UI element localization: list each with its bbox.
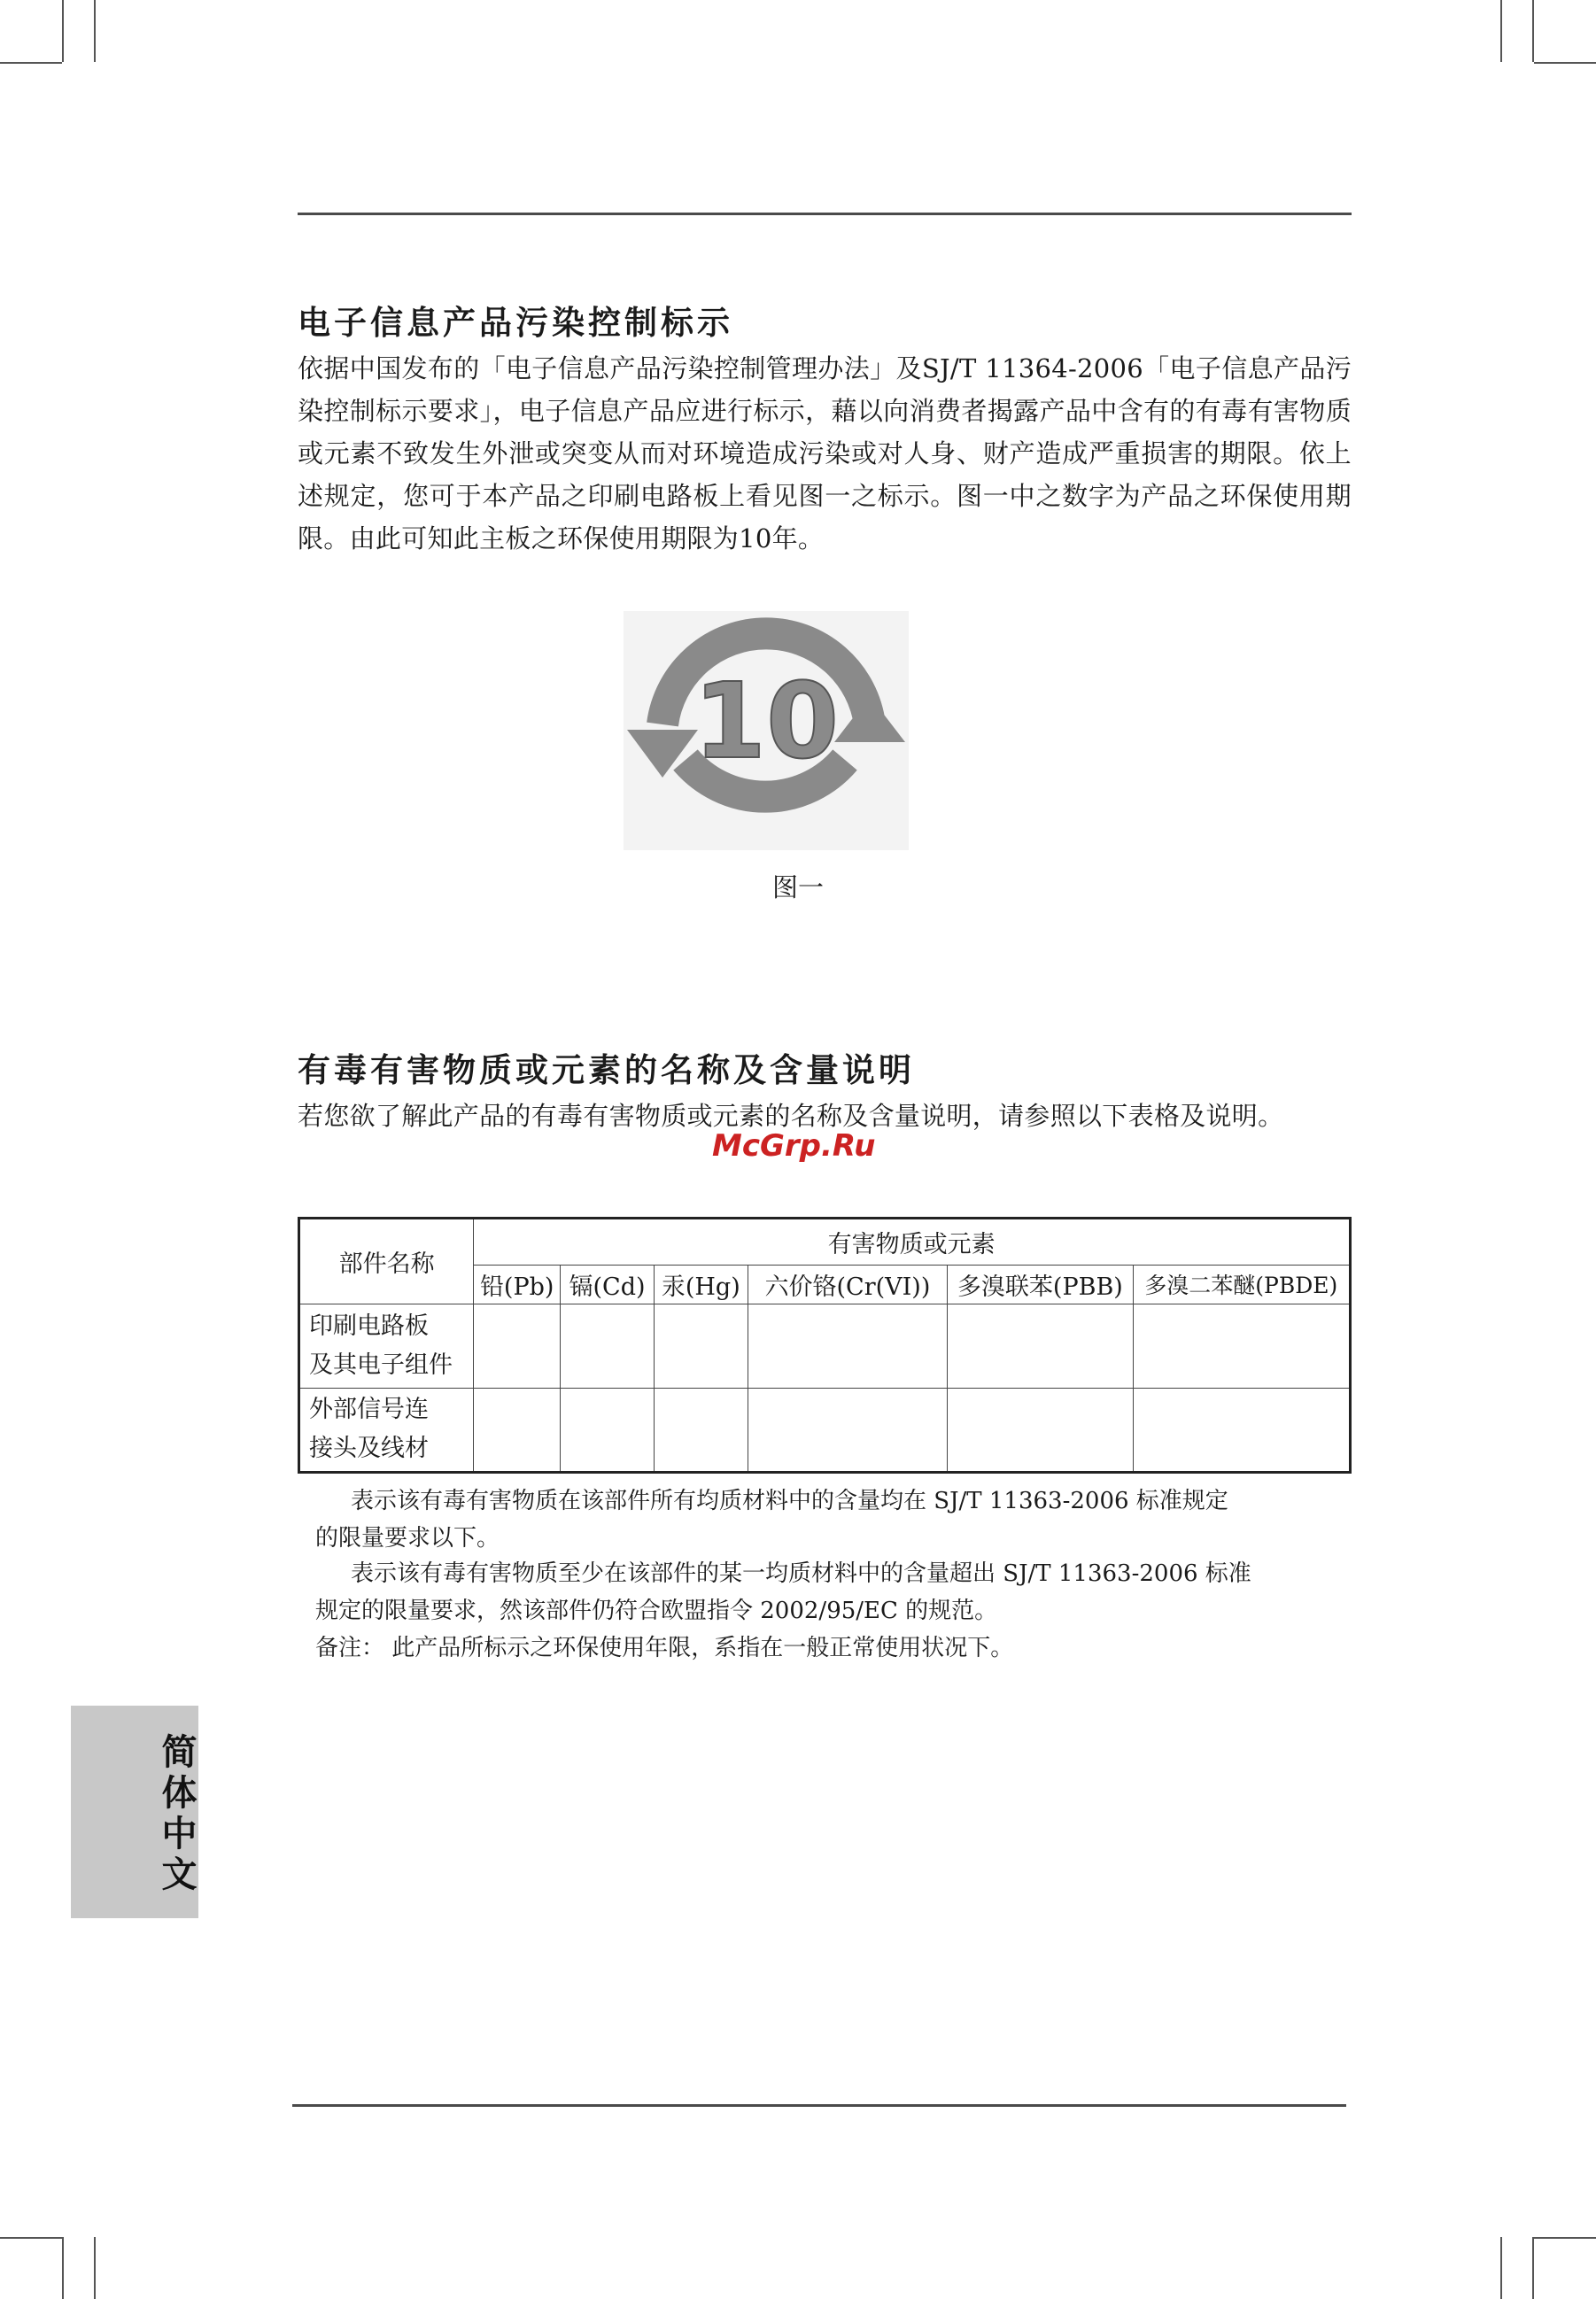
crop-mark: [94, 2237, 96, 2299]
crop-mark: [62, 0, 64, 62]
section-paragraph-pollution: 依据中国发布的「电子信息产品污染控制管理办法」及SJ/T 11364-2006「电子信息产品污染控制标示要求」，电子信息产品应进行标示，藉以向消费者揭露产品中含有的有毒有害物质或元素不致发生外泄或突变从而对环境造成污染或对人身、财产造成严重损害的期限。依上述规定，您可于本产品之印刷电路板上看见图一之标示。图一中之数字为产品之环保使用期限。由此可知此主板之环保使用期限为10年。: [298, 353, 1352, 553]
table-header-part: 部件名称: [299, 1219, 474, 1304]
table-cell: [748, 1388, 947, 1472]
table-cell: [561, 1388, 655, 1472]
note-1-line-2: 的限量要求以下。: [315, 1525, 500, 1552]
table-col-hg: 汞(Hg): [654, 1265, 748, 1304]
figure-caption: 图一: [771, 872, 824, 902]
footer-rule: [292, 2104, 1346, 2107]
table-row: [299, 1388, 1351, 1472]
table-cell: [561, 1304, 655, 1389]
crop-mark: [1534, 62, 1596, 64]
table-cell: [1133, 1304, 1350, 1389]
crop-mark: [1500, 2237, 1502, 2299]
note-2-line-2: 规定的限量要求，然该部件仍符合欧盟指令 2002/95/EC 的规范。: [315, 1598, 998, 1624]
table-cell: [654, 1388, 748, 1472]
table-cell-part: 外部信号连 接头及线材: [299, 1388, 474, 1472]
crop-mark: [62, 2237, 64, 2299]
table-cell: [948, 1388, 1133, 1472]
crop-mark: [94, 0, 96, 62]
note-2-line-1: 表示该有毒有害物质至少在该部件的某一均质材料中的含量超出 SJ/T 11363-2006 标准: [351, 1560, 1251, 1587]
table-col-pb: 铅(Pb): [474, 1265, 561, 1304]
table-cell: [474, 1304, 561, 1389]
table-cell: [948, 1304, 1133, 1389]
watermark: McGrp.Ru: [712, 1128, 876, 1164]
table-header-group: 有害物质或元素: [474, 1219, 1351, 1266]
side-tab-label: 简体中文: [156, 1733, 197, 1896]
crop-mark: [1532, 0, 1534, 62]
crop-mark: [1532, 2237, 1534, 2299]
crop-mark: [0, 62, 62, 64]
crop-mark: [0, 2237, 62, 2239]
table-col-pbb: 多溴联苯(PBB): [948, 1265, 1133, 1304]
table-cell: [474, 1388, 561, 1472]
logo-number: 10: [693, 660, 840, 782]
table-col-cr6: 六价铬(Cr(VI)): [748, 1265, 947, 1304]
section-title-pollution-label: 电子信息产品污染控制标示: [298, 304, 733, 342]
table-cell: [748, 1304, 947, 1389]
language-side-tab: [71, 1706, 198, 1918]
crop-mark: [1534, 2237, 1596, 2239]
recycle-circle-icon: [624, 611, 909, 850]
header-rule: [298, 213, 1352, 215]
note-1-line-1: 表示该有毒有害物质在该部件所有均质材料中的含量均在 SJ/T 11363-2006 标准规定: [351, 1488, 1228, 1514]
hazardous-substance-table: [298, 1217, 1352, 1474]
table-cell: [654, 1304, 748, 1389]
table-cell-part: 印刷电路板 及其电子组件: [299, 1304, 474, 1389]
crop-mark: [1500, 0, 1502, 62]
section-title-hazardous: 有毒有害物质或元素的名称及含量说明: [298, 1051, 915, 1089]
table-col-cd: 镉(Cd): [561, 1265, 655, 1304]
note-3: 备注： 此产品所标示之环保使用年限，系指在一般正常使用状况下。: [315, 1635, 1014, 1661]
table-row: [299, 1304, 1351, 1389]
section-paragraph-hazardous: 若您欲了解此产品的有毒有害物质或元素的名称及含量说明，请参照以下表格及说明。: [298, 1101, 1284, 1131]
table-cell: [1133, 1388, 1350, 1472]
epup-logo: [624, 611, 909, 850]
table-col-pbde: 多溴二苯醚(PBDE): [1133, 1265, 1350, 1304]
